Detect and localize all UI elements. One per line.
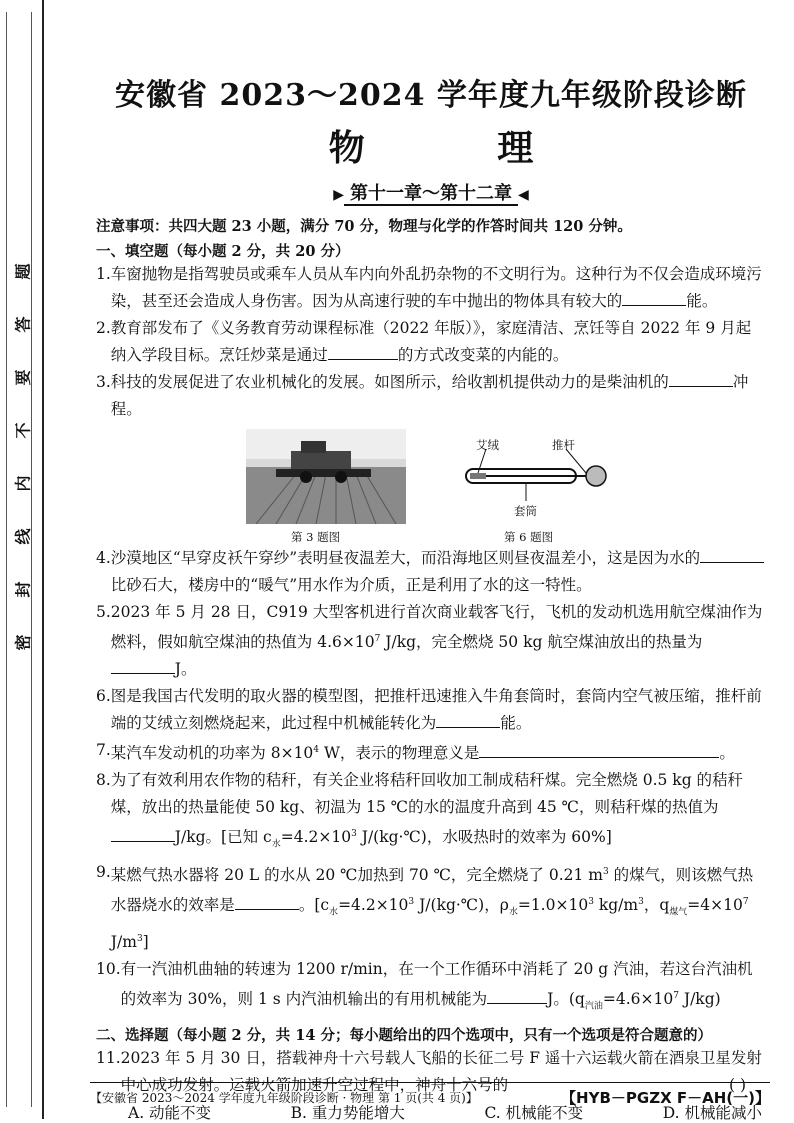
question-text: =4.2×10 bbox=[280, 828, 352, 847]
label-sleeve: 套筒 bbox=[514, 504, 537, 518]
question-5 bbox=[96, 599, 766, 683]
exponent: 4 bbox=[313, 745, 320, 756]
triangle-right-icon: ▶ bbox=[333, 187, 344, 203]
option-b[interactable]: B. 重力势能增大 bbox=[290, 1104, 405, 1123]
binding-char: 线 bbox=[13, 528, 33, 545]
page-footer bbox=[90, 1082, 770, 1108]
subscript: 水 bbox=[329, 906, 339, 917]
question-text: J。(q bbox=[547, 990, 585, 1009]
question-number: 10. bbox=[96, 960, 121, 979]
question-9 bbox=[96, 859, 766, 957]
question-number: 9. bbox=[96, 862, 111, 881]
exponent: 7 bbox=[742, 896, 749, 907]
question-text: 冲程。 bbox=[110, 373, 749, 418]
question-text: 的方式改变菜的内能的。 bbox=[397, 346, 569, 364]
answer-blank[interactable] bbox=[669, 371, 733, 388]
answer-blank[interactable] bbox=[235, 893, 299, 910]
question-7 bbox=[96, 737, 766, 767]
exam-title: 安徽省 2023～2024 学年度九年级阶段诊断 bbox=[115, 78, 747, 113]
answer-blank[interactable] bbox=[487, 988, 547, 1005]
chapter-range bbox=[96, 179, 766, 205]
question-number: 4. bbox=[96, 549, 111, 567]
question-number: 8. bbox=[96, 771, 111, 790]
question-text: 某汽车发动机的功率为 8×10 bbox=[110, 744, 314, 763]
subscript: 水 bbox=[271, 839, 281, 850]
exponent: 3 bbox=[603, 866, 609, 877]
question-number: 5. bbox=[96, 603, 111, 621]
exponent: 7 bbox=[673, 991, 679, 1002]
exponent: 3 bbox=[136, 933, 143, 944]
question-number: 1. bbox=[96, 265, 111, 283]
answer-blank[interactable] bbox=[111, 826, 175, 843]
exponent: 3 bbox=[351, 829, 357, 840]
binding-char: 不 bbox=[13, 422, 33, 439]
question-text: 。[c bbox=[298, 895, 330, 914]
footer-info: 【安徽省 2023～2024 学年度九年级阶段诊断 · 物理 第 1 页(共 4 页)】 bbox=[90, 1091, 478, 1105]
question-text: 能。 bbox=[500, 714, 532, 733]
question-text: 沙漠地区“早穿皮袄午穿纱”表明昼夜温差大，而沿海地区则昼夜温差小，这是因为水的 bbox=[110, 549, 701, 567]
question-text: J/kg，完全燃烧 50 kg 航空煤油放出的热量为 bbox=[380, 633, 703, 652]
question-text: =1.0×10 bbox=[517, 895, 589, 914]
question-text: 。 bbox=[719, 744, 735, 763]
answer-blank[interactable] bbox=[479, 742, 719, 759]
question-8 bbox=[96, 767, 766, 858]
question-number: 2. bbox=[96, 319, 111, 337]
question-text: 2023 年 5 月 28 日，C919 大型客机进行首次商业载客飞行，飞机的发动机选用航空煤油作为燃料，假如航空煤油的热值为 4.6×10 bbox=[110, 603, 763, 652]
figure-3-caption: 第 3 题图 bbox=[291, 530, 341, 544]
footer-code: 【HYB－PGZX F－AH(一)】 bbox=[561, 1089, 770, 1107]
option-d[interactable]: D. 机械能减小 bbox=[662, 1104, 762, 1123]
question-text: 教育部发布了《义务教育劳动课程标准（2022 年版）》，家庭清洁、烹饪等自 2022 年 9 月起纳入学段目标。烹饪炒菜是通过 bbox=[110, 319, 752, 364]
question-text: J/(kg·℃)，ρ bbox=[414, 895, 509, 914]
figures-row bbox=[96, 427, 766, 545]
question-number: 11. bbox=[96, 1049, 121, 1068]
binding-char: 要 bbox=[13, 369, 33, 386]
harvester-photo bbox=[246, 429, 406, 524]
question-2 bbox=[96, 315, 766, 369]
question-text: 能。 bbox=[686, 292, 718, 310]
question-text: 2023 年 5 月 30 日，搭载神舟十六号载人飞船的长征二号 F 遥十六运载火箭在酒泉卫星发射中心成功发射。运载火箭加速升空过程中，神舟十六号的 bbox=[120, 1049, 762, 1095]
exam-page bbox=[96, 70, 766, 1123]
question-text: J/kg。[已知 c bbox=[174, 828, 272, 847]
answer-blank[interactable] bbox=[700, 547, 764, 564]
answer-blank[interactable] bbox=[436, 712, 500, 729]
question-text: J。 bbox=[174, 660, 197, 679]
triangle-left-icon: ◀ bbox=[518, 187, 529, 203]
exponent: 3 bbox=[588, 896, 594, 907]
question-3 bbox=[96, 369, 766, 423]
question-1 bbox=[96, 261, 766, 315]
binding-char: 答 bbox=[13, 316, 33, 333]
question-text: =4×10 bbox=[687, 895, 743, 914]
option-c[interactable]: C. 机械能不变 bbox=[484, 1104, 584, 1123]
binding-char: 题 bbox=[13, 263, 33, 280]
question-text: 有一汽油机曲轴的转速为 1200 r/min，在一个工作循环中消耗了 20 g 汽油，若这台汽油机的效率为 30%，则 1 s 内汽油机输出的有用机械能为 bbox=[120, 960, 753, 1009]
subscript: 汽油 bbox=[584, 1001, 603, 1012]
question-text: J/m bbox=[110, 933, 137, 952]
exponent: 7 bbox=[374, 634, 381, 644]
answer-blank[interactable] bbox=[622, 290, 686, 307]
exponent: 3 bbox=[638, 896, 644, 907]
section-heading-fill: 一、填空题（每小题 2 分，共 20 分） bbox=[96, 243, 350, 260]
question-text: W，表示的物理意义是 bbox=[319, 744, 480, 763]
question-10 bbox=[96, 956, 766, 1020]
question-number: 7. bbox=[96, 741, 111, 760]
question-number: 6. bbox=[96, 687, 111, 706]
answer-blank[interactable] bbox=[328, 344, 398, 361]
question-6 bbox=[96, 683, 766, 737]
question-4 bbox=[96, 545, 766, 599]
question-number: 3. bbox=[96, 373, 111, 391]
exponent: 3 bbox=[408, 896, 415, 907]
label-ai-rong: 艾绒 bbox=[476, 438, 499, 452]
question-text: J/(kg·℃)，水吸热时的效率为 60%] bbox=[356, 828, 612, 847]
answer-blank[interactable] bbox=[111, 658, 175, 675]
question-text: 为了有效利用农作物的秸秆，有关企业将秸秆回收加工制成秸秆煤。完全燃烧 0.5 kg 的秸秆煤，放出的热量能使 50 kg、初温为 15 ℃的水的温度升高到 45 ℃，则秸秆煤的热值为 bbox=[110, 771, 744, 817]
answer-paren[interactable]: ( ) bbox=[728, 1076, 746, 1095]
question-text: J/kg) bbox=[678, 990, 721, 1009]
section-heading-choice: 二、选择题（每小题 2 分，共 14 分；每小题给出的四个选项中，只有一个选项是符合题意的） bbox=[96, 1027, 712, 1045]
question-text: 比砂石大，楼房中的“暖气”用水作为介质，正是利用了水的这一特性。 bbox=[110, 576, 592, 594]
question-text: 图是我国古代发明的取火器的模型图，把推杆迅速推入牛角套筒时，套筒内空气被压缩，推杆前端的艾绒立刻燃烧起来，此过程中机械能转化为 bbox=[110, 687, 762, 733]
question-text: 科技的发展促进了农业机械化的发展。如图所示，给收割机提供动力的是柴油机的 bbox=[110, 373, 669, 391]
option-a[interactable]: A. 动能不变 bbox=[128, 1104, 212, 1123]
binding-char: 封 bbox=[13, 581, 33, 598]
question-text: 的煤气，则该燃气热水器烧水的效率是 bbox=[110, 865, 754, 914]
label-push-rod: 推杆 bbox=[552, 438, 575, 452]
subscript: 煤气 bbox=[669, 906, 688, 917]
chapter-text: 第十一章～第十二章 bbox=[344, 183, 518, 206]
notice: 注意事项：共四大题 23 小题，满分 70 分，物理与化学的作答时间共 120 分钟。 bbox=[96, 218, 632, 235]
figure-6-caption: 第 6 题图 bbox=[504, 530, 554, 544]
question-text: kg/m bbox=[593, 895, 639, 914]
subscript: 水 bbox=[508, 906, 518, 917]
question-text: 车窗抛物是指驾驶员或乘车人员从车内向外乱扔杂物的不文明行为。这种行为不仅会造成环境污染，甚至还会造成人身伤害。因为从高速行驶的车中抛出的物体具有较大的 bbox=[110, 265, 762, 310]
binding-margin bbox=[0, 0, 44, 1119]
binding-warning bbox=[12, 260, 32, 654]
binding-char: 密 bbox=[13, 634, 33, 651]
question-text: 某燃气热水器将 20 L 的水从 20 ℃加热到 70 ℃，完全燃烧了 0.21 m bbox=[110, 865, 603, 884]
subject-title: 物 理 bbox=[328, 127, 594, 169]
binding-char: 内 bbox=[13, 475, 33, 492]
question-text: ，q bbox=[643, 895, 670, 914]
question-text: =4.2×10 bbox=[338, 895, 409, 914]
question-text: ] bbox=[142, 933, 149, 952]
question-text: =4.6×10 bbox=[602, 990, 674, 1009]
